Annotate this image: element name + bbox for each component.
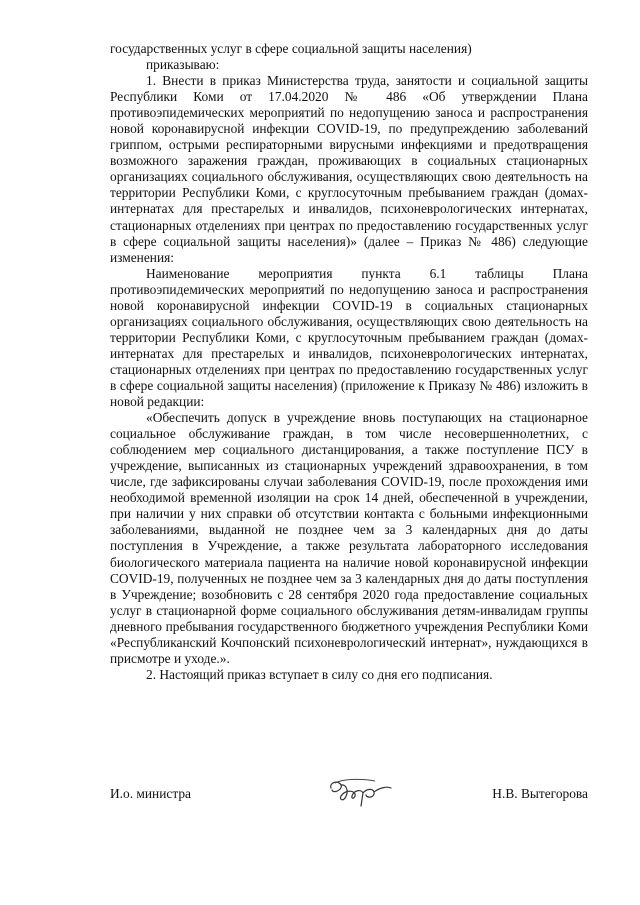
signatory-name: Н.В. Вытегорова [492,786,588,801]
lead-line: государственных услуг в сфере социальной защиты населения) [110,41,472,56]
order-text [110,41,588,683]
item-1-paragraph-2: Наименование мероприятия пункта 6.1 таблицы Плана противоэпидемических мероприятий по недопущению заноса и распространения новой коронавирусной инфекции COVID-19 в социальных стационарных организациях социального обслуживания, осуществляющих свою деятельность на территории Республики Коми, с круглосуточным пребыванием граждан (домах-интернатах для престарелых и инвалидов, психоневрологических интернатах, стационарных отделениях при центрах по предоставлению государственных услуг в сфере социальной защиты населения) (приложение к Приказу № 486) изложить в новой редакции: [110,265,588,410]
item-1-paragraph-3: «Обеспечить допуск в учреждение вновь поступающих на стационарное социальное обслуживание граждан, в том числе несовершеннолетних, с соблюдением мер социального дистанцирования, а также поступление ПСУ в учреждение, выписанных из стационарных учреждений здравоохранения, в том числе, где зафиксированы случаи заболевания COVID-19, после прохождения ими необходимой временной изоляции на срок 14 дней, обеспеченной в учреждении, при наличии у них справки об отсутствии контакта с больными инфекционными заболеваниями, выданной не позднее чем за 3 календарных дня до даты поступления в Учреждение, а также результата лабораторного исследования биологического материала пациента на наличие новой коронавирусной инфекции COVID-19, полученных не позднее чем за 3 календарных дня до даты поступления в Учреждение; возобновить с 28 сентября 2020 года предоставление социальных услуг в стационарной форме социального обслуживания детям-инвалидам группы дневного пребывания государственного бюджетного учреждения Республики Коми «Республиканский Кочпонский психоневрологический интернат», нуждающихся в присмотре и уходе.». [110,410,588,666]
item-2-paragraph: 2. Настоящий приказ вступает в силу со дня его подписания. [146,666,493,682]
signature-block [110,782,588,812]
signatory-title: И.о. министра [110,786,191,801]
order-word: приказываю: [146,57,220,73]
handwritten-signature [325,776,395,810]
item-1-paragraph-1: 1. Внести в приказ Министерства труда, занятости и социальной защиты Республики Коми от 17.04.2020 № 486 «Об утверждении Плана противоэпидемических мероприятий по недопущению заноса и распространения новой коронавирусной инфекции COVID-19, по предупреждению заболеваний гриппом, острыми респираторными вирусными инфекциями и предотвращения возможного заражения граждан, проживающих в социальных стационарных организациях социального обслуживания, осуществляющих свою деятельность на территории Республики Коми, с круглосуточным пребыванием граждан (домах-интернатах для престарелых и инвалидов, психоневрологических интернатах, стационарных отделениях при центрах по предоставлению государственных услуг в сфере социальной защиты населения)» (далее – Приказ № 486) следующие изменения: [110,73,588,265]
